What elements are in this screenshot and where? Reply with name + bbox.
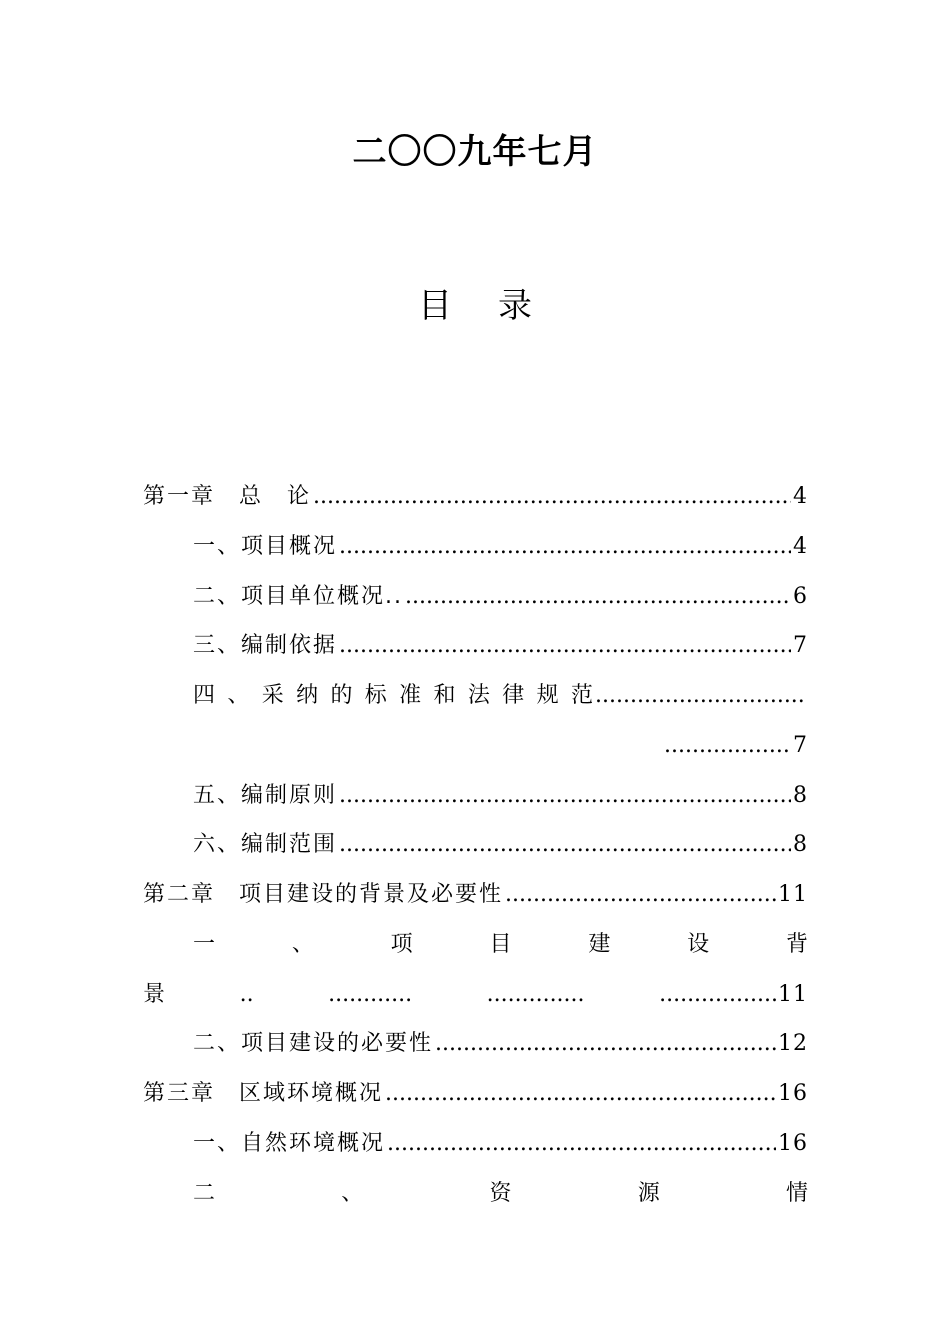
toc-entry-ch2-s1-cont[interactable] [143, 970, 808, 1020]
leader-dots [387, 1119, 776, 1169]
toc-entry-label: 第三章 区域环境概况 [143, 1081, 384, 1106]
leader-dots [405, 572, 791, 622]
toc-entry-page: 6 [793, 584, 808, 609]
toc-entry-page: 8 [793, 783, 808, 808]
toc-title-char-2: 录 [498, 286, 532, 326]
leader-dots [339, 621, 791, 671]
toc-entry-page: 16 [778, 1081, 808, 1106]
toc-entry-page: 4 [793, 484, 808, 509]
leader-dots [385, 1069, 776, 1119]
label-char: 、 [291, 932, 314, 957]
leader-dots [339, 522, 791, 572]
toc-entry-ch1-s3[interactable] [193, 621, 808, 671]
toc-entry-page: 7 [793, 633, 808, 658]
leader-dots-with-page [659, 970, 808, 1020]
toc-entry-ch1-s6[interactable] [193, 820, 808, 870]
label-char: 景 [143, 982, 166, 1007]
toc-entry-label: 一、自然环境概况 [193, 1131, 386, 1156]
toc-entry-label: 一、项目概况 [193, 534, 338, 559]
label-char: 法 [467, 683, 490, 708]
leader-dots [313, 472, 791, 522]
leader-dots: .. [239, 982, 254, 1007]
toc-entry-ch1-s5[interactable] [193, 771, 808, 821]
label-char: 律 [502, 683, 525, 708]
label-char: 资 [489, 1181, 512, 1206]
toc-title-char-1: 目 [418, 286, 452, 326]
toc-entry-ch2-s1[interactable] [193, 920, 808, 970]
toc-entry-ch1[interactable] [143, 472, 808, 522]
toc-entry-page: 8 [793, 832, 808, 857]
toc-entry-ch3[interactable] [143, 1069, 808, 1119]
label-char: 和 [433, 683, 456, 708]
label-char: 目 [489, 932, 512, 957]
label-char: 的 [330, 683, 353, 708]
toc-entry-ch1-s1[interactable] [193, 522, 808, 572]
leader-dots [339, 771, 791, 821]
leader-dots: ................. [659, 982, 778, 1007]
document-date: 二〇〇九年七月 [352, 132, 598, 172]
label-char: 范 [570, 683, 593, 708]
toc-entry-page: 11 [777, 982, 808, 1007]
toc-entry-label: 六、编制范围 [193, 832, 338, 857]
toc-entry-label: 第一章 总 论 [143, 484, 312, 509]
toc-entry-ch3-s1[interactable] [193, 1119, 808, 1169]
label-char: 规 [536, 683, 559, 708]
label-char: 二 [193, 1181, 216, 1206]
toc-entry-page: 4 [793, 534, 808, 559]
toc-entry-page: 16 [778, 1131, 808, 1156]
label-char: 建 [588, 932, 611, 957]
toc-entry-label [193, 671, 593, 721]
leader-dots: .............. [486, 982, 585, 1007]
leader-dots [595, 671, 806, 721]
toc-title [0, 278, 950, 327]
leader-dots [339, 820, 791, 870]
toc-entry-ch2[interactable] [143, 870, 808, 920]
label-char: 纳 [296, 683, 319, 708]
label-char: 情 [785, 1181, 808, 1206]
toc-entry-label: 二、项目单位概况.. [193, 584, 403, 609]
leader-dots: ............ [328, 982, 413, 1007]
table-of-contents [0, 470, 950, 1230]
label-char: 项 [390, 932, 413, 957]
toc-entry-ch2-s2[interactable] [193, 1019, 808, 1069]
toc-entry-ch1-s4-cont[interactable] [662, 721, 808, 771]
label-char: 、 [341, 1181, 364, 1206]
label-char: 标 [364, 683, 387, 708]
label-char: 准 [399, 683, 422, 708]
toc-entry-label: 三、编制依据 [193, 633, 338, 658]
label-char: 源 [637, 1181, 660, 1206]
label-char: 一 [193, 932, 216, 957]
label-char: 设 [687, 932, 710, 957]
toc-entry-label: 二、项目建设的必要性 [193, 1031, 434, 1056]
toc-entry-page: 7 [793, 733, 808, 758]
toc-entry-ch3-s2[interactable] [193, 1169, 808, 1219]
toc-entry-page: 12 [778, 1031, 808, 1056]
leader-dots [505, 870, 776, 920]
leader-dots [664, 721, 791, 771]
toc-entry-ch1-s2[interactable] [193, 572, 808, 622]
toc-entry-label: 五、编制原则 [193, 783, 338, 808]
toc-entry-label: 第二章 项目建设的背景及必要性 [143, 882, 504, 907]
toc-entry-page: 11 [778, 882, 808, 907]
toc-entry-ch1-s4[interactable] [193, 671, 808, 721]
label-char: 、 [227, 683, 250, 708]
label-char: 四 [193, 683, 216, 708]
label-char: 采 [261, 683, 284, 708]
leader-dots [435, 1019, 776, 1069]
label-char: 背 [785, 932, 808, 957]
